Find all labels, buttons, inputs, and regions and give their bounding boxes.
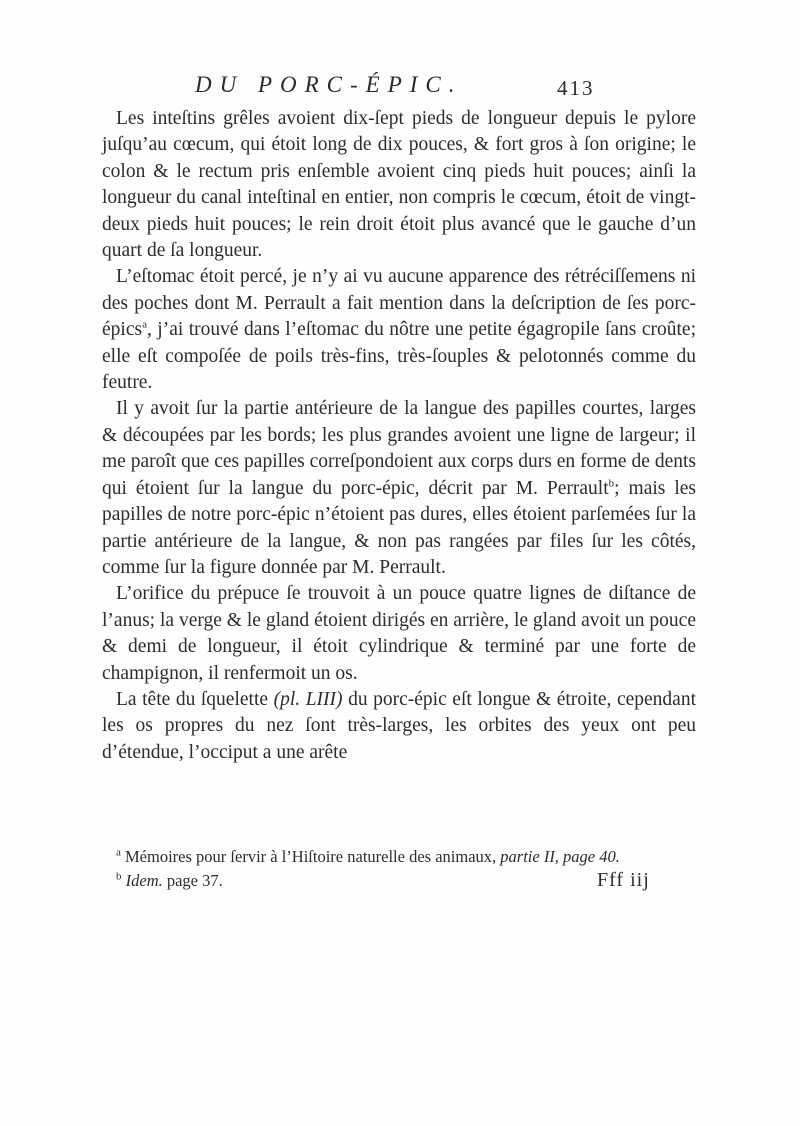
footnote-a-citation: partie II, page 40. — [500, 847, 620, 866]
paragraph-skull-part1: La tête du ſquelette — [116, 688, 274, 710]
footnote-ref-b: b — [608, 477, 615, 490]
footnote-a-text: Mémoires pour ſervir à l’Hiſtoire naturelle des animaux, — [125, 847, 501, 866]
footnote-b-idem: Idem. — [125, 871, 167, 890]
paragraph-prepuce: L’orifice du prépuce ſe trouvoit à un pouce quatre lignes de diſtance de l’anus; la verge & le gland étoient dirigés en arrière, le gland avoit un pouce & demi de longueur, il étoit cylindrique & terminé par une forte de champignon, il renfermoit un os. — [102, 583, 696, 684]
footnote-mark-b: b — [116, 870, 122, 883]
paragraph-skull-part2: du porc-épic eſt longue & étroite, cependant les os propres du nez ſont très-larges, les orbites des yeux ont peu d’étendue, l’occiput a une arête — [102, 688, 696, 763]
paragraph-stomach-part2: , j’ai trouvé dans l’eſtomac du nôtre une petite égagropile ſans croûte; elle eſt compoſée de poils très-fins, très-ſouples & pelotonnés comme du feutre. — [102, 319, 696, 394]
body-text — [102, 106, 696, 766]
footnote-b-page: page 37. — [166, 871, 223, 890]
paragraph-tongue-part1: Il y avoit ſur la partie antérieure de la langue des papilles courtes, larges & découpées par les bords; les plus grandes avoient une ligne de largeur; il me paroît que ces papilles correſpondoient aux corps durs en forme de dents qui étoient ſur la langue du porc-épic, décrit par M. Perrault — [102, 398, 696, 499]
paragraph-stomach-part1: L’eſtomac étoit percé, je n’y ai vu aucune apparence des rétréciſſemens ni des poches dont M. Perrault a fait mention dans la deſcription de ſes porc-épics — [102, 266, 696, 341]
plate-reference: (pl. LIII) — [273, 688, 343, 710]
running-head — [195, 72, 675, 106]
paragraph-intestines: Les inteſtins grêles avoient dix-ſept pieds de longueur depuis le pylore juſqu’au cœcum, qui étoit long de dix pouces, & fort gros à ſon origine; le colon & le rectum pris enſemble avoient cinq pieds huit pouces; ainſi la longueur du canal inteſtinal en entier, non compris le cœcum, étoit de vingt-deux pieds huit pouces; le rein droit étoit plus avancé que le gauche d’un quart de ſa longueur. — [102, 108, 696, 262]
paragraph-stomach — [102, 264, 696, 396]
paragraph-tongue — [102, 396, 696, 581]
signature-mark: Fff iij — [597, 869, 650, 891]
footnote-mark-a: a — [116, 846, 121, 859]
footnote-a — [102, 845, 696, 869]
paragraph-tongue-part2: ; mais les papilles de notre porc-épic n’étoient pas dures, elles étoient parſemées ſur la partie antérieure de la langue, & non pas rangées par files ſur les côtés, comme ſur la figure donnée par M. Perrault. — [102, 477, 696, 578]
page-number: 413 — [557, 76, 595, 100]
paragraph-skull — [102, 687, 696, 766]
running-head-title: DU PORC-ÉPIC. — [195, 72, 463, 97]
footnote-ref-a: a — [142, 318, 147, 331]
